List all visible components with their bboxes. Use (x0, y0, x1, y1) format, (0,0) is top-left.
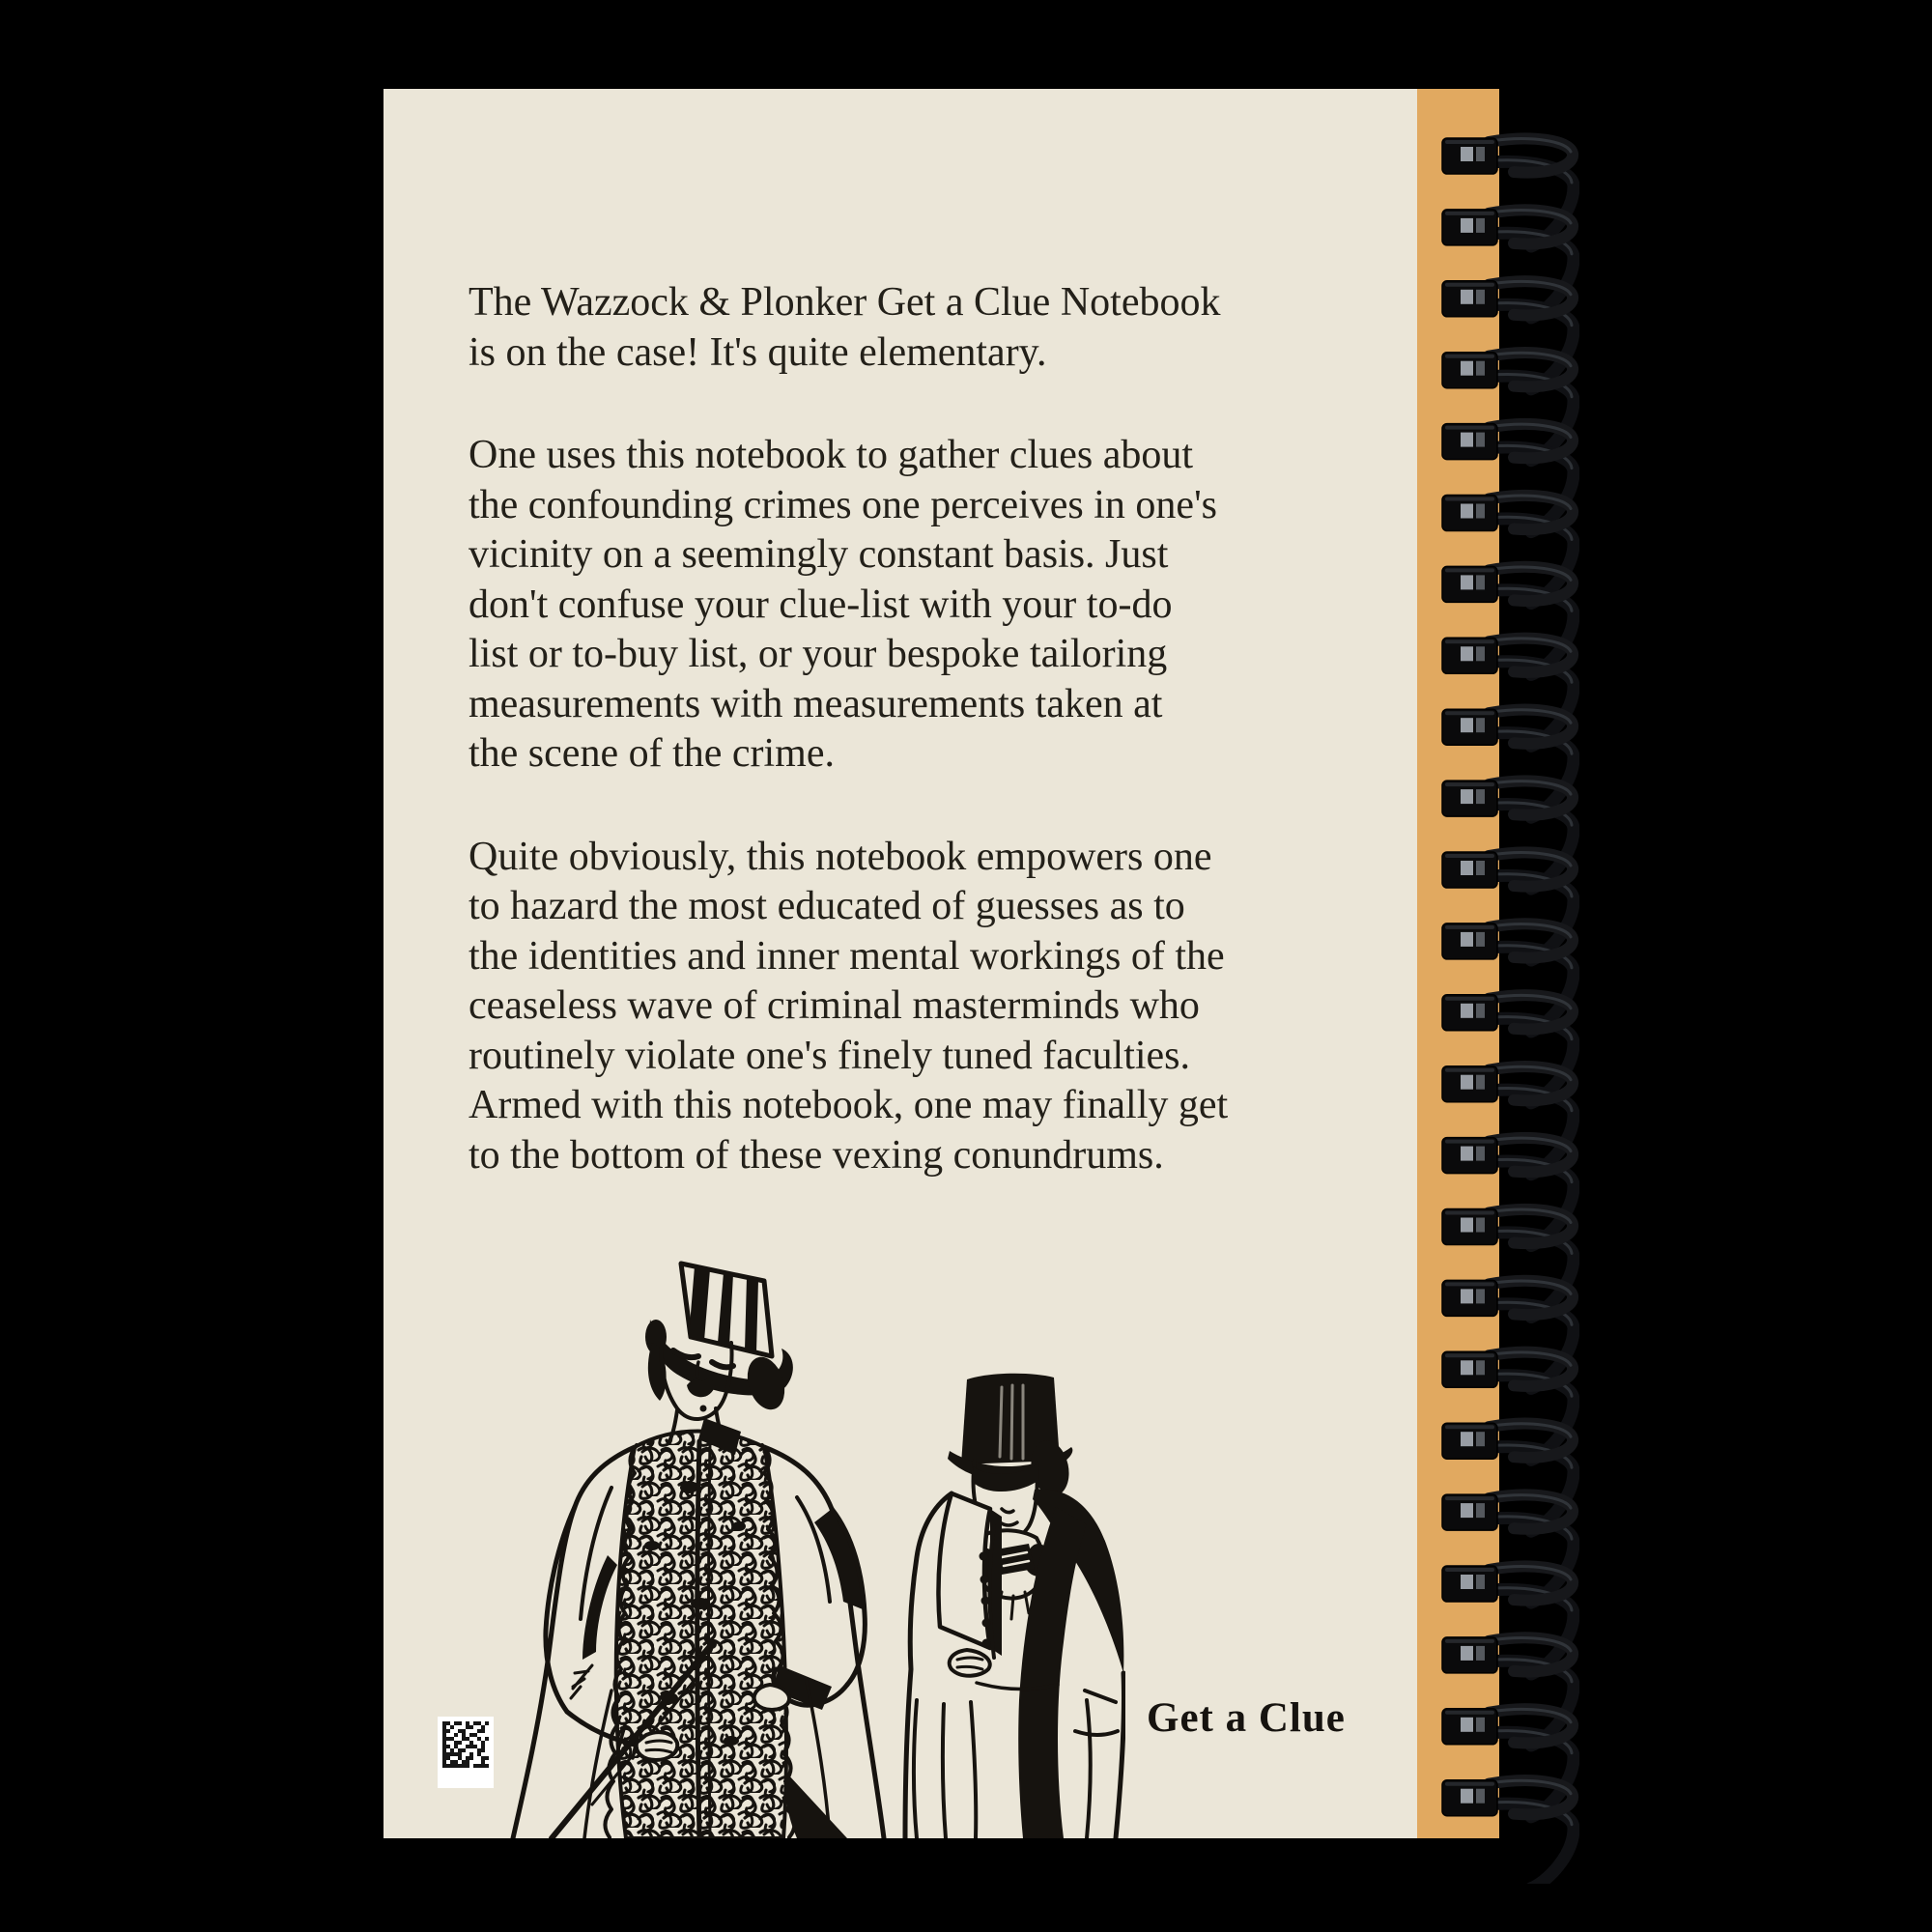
text-line: list or to-buy list, or your bespoke tailoring (469, 632, 1168, 676)
text-line: don't confuse your clue-list with your to-do (469, 582, 1173, 627)
body-text (469, 278, 1228, 1234)
text-line: ceaseless wave of criminal masterminds who (469, 983, 1200, 1028)
paragraph (469, 833, 1228, 1181)
text-line: The Wazzock & Plonker Get a Clue Notebook (469, 280, 1221, 325)
text-line: to the bottom of these vexing conundrums. (469, 1132, 1164, 1178)
spiral-binding-coils (1435, 97, 1579, 1884)
paragraph (469, 278, 1228, 378)
victorian-figures-illustration (411, 1236, 1125, 1838)
paragraph (469, 431, 1228, 780)
text-line: measurements with measurements taken at (469, 681, 1163, 726)
text-line: One uses this notebook to gather clues about (469, 433, 1194, 477)
figure-right (905, 1374, 1124, 1838)
text-line: Quite obviously, this notebook empowers one (469, 834, 1212, 879)
text-line: vicinity on a seemingly constant basis. Just (469, 532, 1169, 577)
qr-code-modules (442, 1721, 494, 1768)
notebook-back-cover (384, 89, 1499, 1838)
text-line: to hazard the most educated of guesses as to (469, 884, 1185, 928)
qr-code (438, 1717, 494, 1788)
text-line: routinely violate one's finely tuned faculties. (469, 1033, 1191, 1078)
text-line: the identities and inner mental workings of the (469, 933, 1225, 979)
text-line: the scene of the crime. (469, 731, 835, 776)
text-line: is on the case! It's quite elementary. (469, 329, 1047, 375)
text-line: the confounding crimes one perceives in one's (469, 482, 1217, 527)
brand-wordmark: Get a Clue (1147, 1695, 1346, 1741)
figure-left (513, 1264, 884, 1838)
text-line: Armed with this notebook, one may finally get (469, 1083, 1229, 1127)
